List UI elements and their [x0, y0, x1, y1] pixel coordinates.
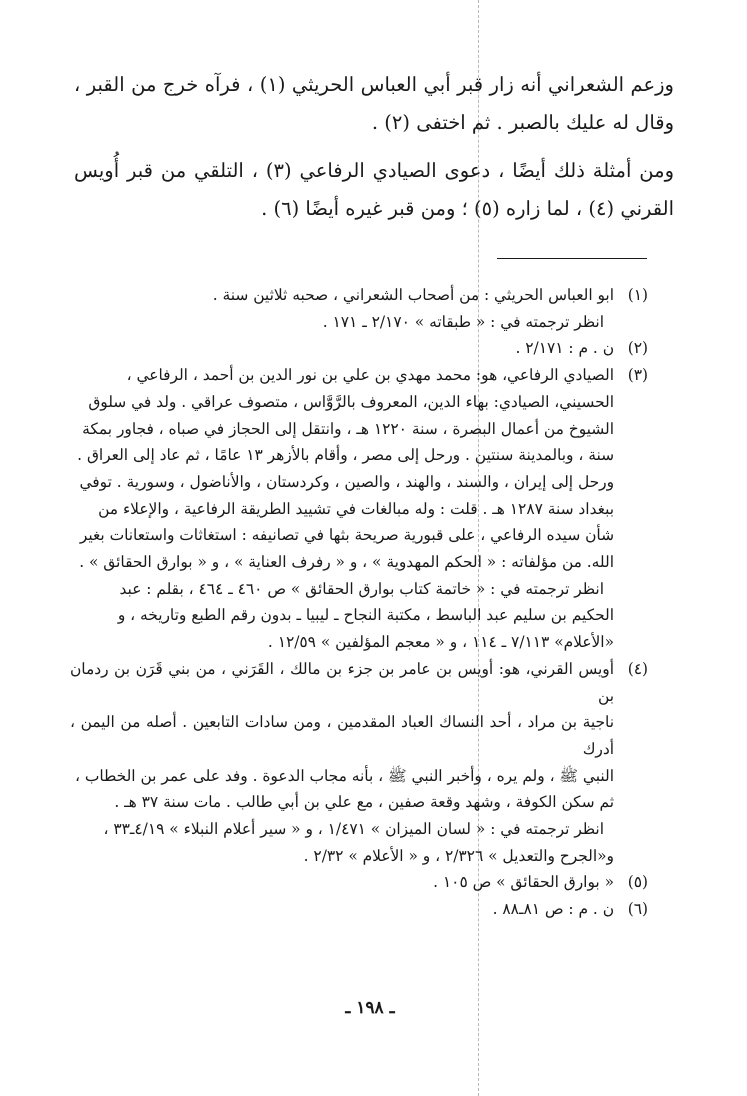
- footnote-line: « بوارق الحقائق » ص ١٠٥ .: [433, 873, 614, 892]
- footnote-line: ابو العباس الحريثي : من أصحاب الشعراني ، صحبه ثلاثين سنة .: [212, 286, 614, 304]
- footnote-body: [70, 335, 614, 362]
- footnote-line: ثم سكن الكوفة ، وشهد وقعة صفين ، مع علي بن أبي طالب . مات سنة ٣٧ هـ .: [114, 793, 614, 812]
- footnote: [70, 656, 648, 870]
- footnote-body: [70, 282, 614, 335]
- footnote-line: انظر ترجمته في : « طبقاته » ٢/١٧٠ ـ ١٧١ .: [322, 312, 604, 331]
- footnote-line: انظر ترجمته في : « خاتمة كتاب بوارق الحقائق » ص ٤٦٠ ـ ٤٦٤ ، بقلم : عبد: [119, 579, 604, 598]
- footnote-line: انظر ترجمته في : « لسان الميزان » ١/٤٧١ ، و « سير أعلام النبلاء » ٤/١٩ـ٣٣ ،: [103, 820, 604, 839]
- footnote-line: الحكيم بن سليم عبد الباسط ، مكتبة النجاح ـ ليبيا ـ بدون رقم الطبع وتاريخه ، و: [117, 606, 614, 625]
- footnote-line: أويس القرني، هو: أويس بن عامر بن جزء بن مالك ، القَرَني ، من بني قَرَن بن ردمان بن: [70, 659, 614, 705]
- footnote-number: (١): [627, 286, 648, 304]
- footnote-body: [70, 362, 614, 656]
- footnote-line: ببغداد سنة ١٢٨٧ هـ . قلت : وله مبالغات في تشييد الطريقة الرفاعية ، والإعلاء من: [98, 499, 614, 518]
- footnote-line: الحسيني، الصيادي: بهاء الدين، المعروف بالرَّوَّاس ، متصوف عراقي . ولد في سلوق: [88, 392, 614, 411]
- main-text-body: [74, 66, 674, 238]
- footnote-number: (٥): [627, 873, 648, 892]
- footnote-line: ن . م : ص ٨١ـ٨٨ .: [492, 900, 614, 919]
- footnote-body: [70, 869, 614, 896]
- footnotes-section: [70, 282, 648, 923]
- footnote-line: ناجية بن مراد ، أحد النساك العباد المقدمين ، ومن سادات التابعين . أصله من اليمن ، أدرك: [70, 713, 614, 758]
- footnote-number: (٤): [627, 659, 648, 678]
- footnote-line: الله. من مؤلفاته : « الحكم المهدوية » ، و « رفرف العناية » ، و « بوارق الحقائق » .: [79, 553, 614, 572]
- footnote-body: [70, 656, 614, 870]
- footnote-line: الشيوخ من أعمال البصرة ، سنة ١٢٢٠ هـ ، وانتقل إلى الحجاز في صباه ، فجاور بمكة: [82, 419, 614, 438]
- footnote-line: النبي ﷺ ، ولم يره ، وأخبر النبي ﷺ ، بأنه مجاب الدعوة . وفد على عمر بن الخطاب ،: [75, 766, 614, 785]
- footnote-line: الصيادي الرفاعي، هو: محمد مهدي بن علي بن نور الدين بن أحمد ، الرفاعي ،: [126, 366, 614, 385]
- footnote: [70, 362, 648, 656]
- footnote-number: (٣): [627, 366, 648, 385]
- footnote-body: [70, 896, 614, 923]
- footnote: [70, 896, 648, 923]
- footnote-separator: [497, 258, 647, 259]
- footnote-line: «الأعلام» ٧/١١٣ ـ ١١٤ ، و « معجم المؤلفين » ١٢/٥٩ .: [267, 633, 614, 652]
- main-paragraph: وزعم الشعراني أنه زار قبر أبي العباس الحريثي (١) ، فرآه خرج من القبر ، وقال له عليك بالصبر . ثم اختفى (٢) .: [74, 73, 674, 134]
- footnote-line: سنة ، وبالمدينة سنتين . ورحل إلى مصر ، وأقام بالأزهر ١٣ عامًا ، ثم عاد إلى العراق .: [77, 446, 614, 465]
- footnote-line: شأن سيده الرفاعي ، على قبورية صريحة بثها في تصانيفه : استغاثات واستعانات بغير: [79, 526, 614, 545]
- footnote: [70, 869, 648, 896]
- page-number: ـ ١٩٨ ـ: [345, 998, 395, 1018]
- footnote: [70, 335, 648, 362]
- footnote-line: ن . م : ٢/١٧١ .: [515, 339, 614, 358]
- footnote-number: (٢): [627, 339, 648, 358]
- footnote-line: ورحل إلى إيران ، والسند ، والهند ، والصين ، وكردستان ، والأناضول ، وسورية . توفي: [79, 472, 614, 491]
- footnote: [70, 282, 648, 335]
- footnote-number: (٦): [627, 900, 648, 919]
- footnote-line: و«الجرح والتعديل » ٢/٣٢٦ ، و « الأعلام » ٢/٣٢ .: [303, 846, 614, 865]
- main-paragraph: ومن أمثلة ذلك أيضًا ، دعوى الصيادي الرفاعي (٣) ، التلقي من قبر أُويس القرني (٤) ، لما زاره (٥) ؛ ومن قبر غيره أيضًا (٦) .: [74, 159, 675, 220]
